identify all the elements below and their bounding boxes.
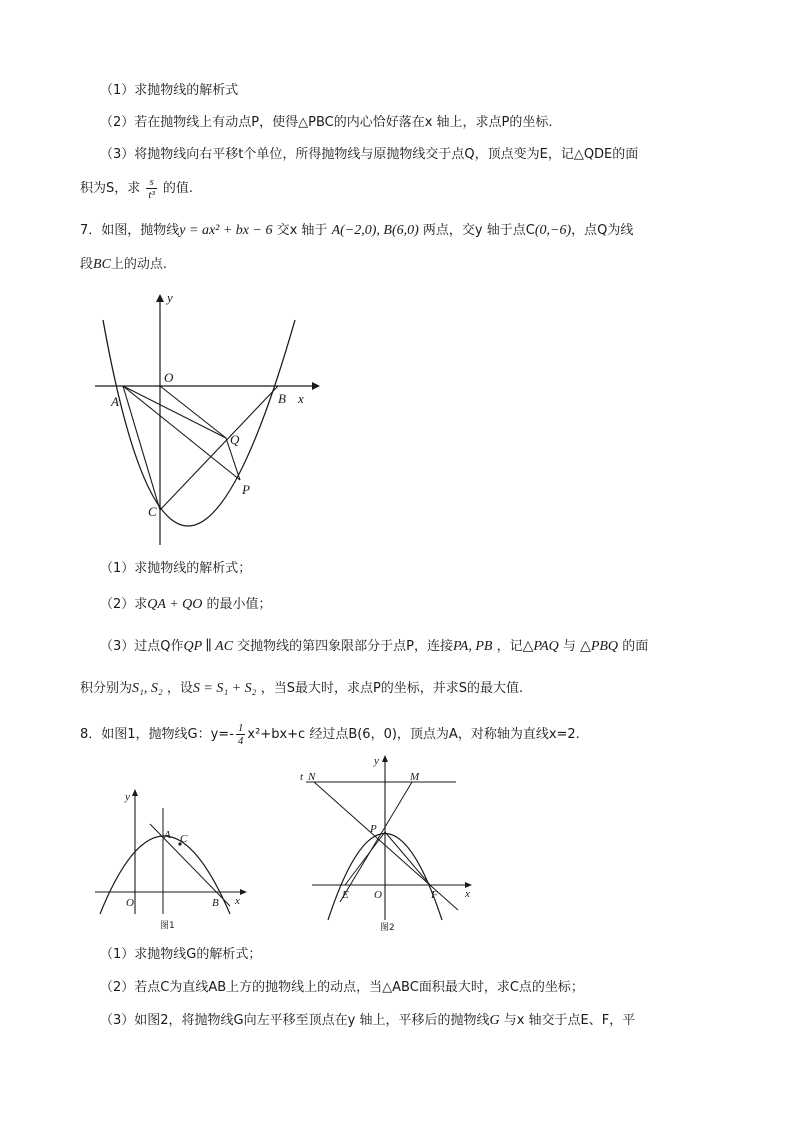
q7-part2-pre: （2）求 [100,597,148,612]
q8-fig2-line-ef [345,832,385,885]
q6-part1: （1）求抛物线的解析式 [100,83,239,98]
q7-segment-bc: BC [93,257,111,272]
q7-stem2-post: 上的动点. [110,257,168,272]
q8-fig2-label-e: E [342,889,349,901]
q7-part2 [100,596,272,614]
q8-part1: （1）求抛物线G的解析式； [100,947,262,962]
q7-parabola [103,320,295,526]
q8-fraction [236,722,246,747]
q7-label-o: O [164,370,174,385]
q7-segment-ac [123,386,160,510]
q8-fig2-label-n: N [308,771,316,783]
q8-fig2-label-y: y [374,755,379,767]
q8-part3-g: G [489,1013,500,1028]
q7-part1: （1）求抛物线的解析式； [100,561,252,576]
q7-label-a: A [111,394,119,409]
q7-stem-mid2: 两点，交y 轴于点C [422,223,535,238]
q7-part3-pre: （3）过点Q作 [100,639,184,654]
q8-fig1-label-x: x [235,895,240,907]
q7-stem-post: ，点Q为线 [571,223,634,238]
q8-fig1-label-a: A [164,829,171,841]
q7-equation: y = ax² + bx − 6 [179,223,273,238]
q8-fig1-label-y: y [125,791,130,803]
q7-stem-line2 [80,256,167,274]
q7-part3b-post: ，当S最大时，求点P的坐标，并求S的最大值. [260,681,524,696]
q7-part3b-pre: 积分别为 [80,681,133,696]
q8-fig2-caption: 图2 [380,923,395,933]
q7-part3-tri2: △PBQ [580,639,619,654]
q8-part3 [100,1012,635,1030]
q8-fig2-label-o: O [374,889,382,901]
q7-part3b-s: S₁, S₂ [132,681,163,696]
q8-fig2-label-t: t [300,771,304,783]
q8-fig2-line-mp [340,782,412,902]
q6-part3-pre: 积为S，求 [80,181,141,196]
q6-part3-line1: （3）将抛物线向右平移t个单位，所得抛物线与原抛物线交于点Q，顶点变为E，记△QDE的面 [100,147,639,162]
q8-fig2-line-pf [385,832,430,885]
q7-part3b-eq: S = S₁ + S₂ [192,681,257,696]
q7-segment-ap [123,386,240,480]
q7-label-p: P [242,482,250,497]
q6-part3-post: 的值. [162,181,194,196]
q8-fig2-label-p: P [370,823,377,835]
q7-label-b: B [278,391,286,406]
q8-stem-pre: 8．如图1，抛物线G：y=- [80,727,234,742]
q6-fraction-numerator: s [146,176,156,189]
q7-segment-oq [160,386,226,438]
q8-fig1-parabola [100,836,230,914]
q8-fig1-x-arrow [240,889,247,895]
q8-fraction-denominator: 4 [237,735,244,747]
q6-part2: （2）若在抛物线上有动点P，使得△PBC的内心恰好落在x 轴上，求点P的坐标. [100,115,553,130]
q7-part3-mid3: 与 [562,639,576,654]
q7-label-c: C [148,504,157,519]
q8-fig1-label-o: O [126,897,134,909]
q7-label-x: x [298,391,304,406]
q6-part3-line2 [80,176,193,201]
q6-fraction [146,176,156,201]
q8-fig2-label-m: M [410,771,420,783]
q7-part3-tri1: △PAQ [522,639,559,654]
q7-stem-pre: 7．如图，抛物线 [80,223,180,238]
q7-part3-post: 的面 [622,639,649,654]
q8-part3-pre: （3）如图2，将抛物线G向左平移至顶点在y 轴上，平移后的抛物线 [100,1013,490,1028]
q7-segment-bc-line [160,386,278,510]
q7-part3-mid2: ，记 [496,639,523,654]
q7-point-c: (0,−6) [534,223,572,238]
q8-part2: （2）若点C为直线AB上方的抛物线上的动点，当△ABC面积最大时，求C点的坐标； [100,980,584,995]
q8-stem-post: x²+bx+c 经过点B(6，0)，顶点为A，对称轴为直线x=2. [247,727,580,742]
q8-fraction-numerator: 1 [237,722,244,734]
q8-fig2-label-f: F [431,889,438,901]
q8-fig2-label-x: x [465,888,470,900]
q7-part2-post: 的最小值； [206,597,272,612]
q7-figure [90,290,320,550]
q7-label-q: Q [230,432,240,447]
q7-part3-line1 [100,638,648,656]
q8-stem [80,722,580,747]
q7-part2-expr: QA + QO [147,597,203,612]
q7-stem2-pre: 段 [80,257,94,272]
q8-fig1-y-arrow [132,789,138,796]
q7-stem-mid: 交x 轴于 [276,223,328,238]
q8-fig1-line-ab [150,824,230,906]
q7-label-y: y [167,290,173,305]
q7-x-arrow [312,382,320,390]
q8-part3-post: 与x 轴交于点E、F，平 [503,1013,636,1028]
q7-part3-mid: 交抛物线的第四象限部分于点P，连接 [237,639,454,654]
q7-part3b-mid: ，设 [166,681,193,696]
q7-part3-papb: PA, PB [453,639,493,654]
q8-figure1 [90,786,260,936]
q8-fig1-label-b: B [212,897,219,909]
q8-figure2 [300,752,480,937]
q8-fig1-label-c: C [180,833,188,845]
q7-points-ab: A(−2,0), B(6,0) [331,223,419,238]
q7-y-arrow [156,294,164,302]
q7-stem-line1 [80,222,633,240]
q7-segment-aq [123,386,226,438]
q7-part3-line2 [80,680,523,698]
q6-fraction-denominator: t³ [148,189,155,201]
q8-fig2-y-arrow [382,755,388,762]
q7-part3-parallel: QP ∥ AC [183,639,234,654]
q8-fig1-caption: 图1 [160,921,175,931]
